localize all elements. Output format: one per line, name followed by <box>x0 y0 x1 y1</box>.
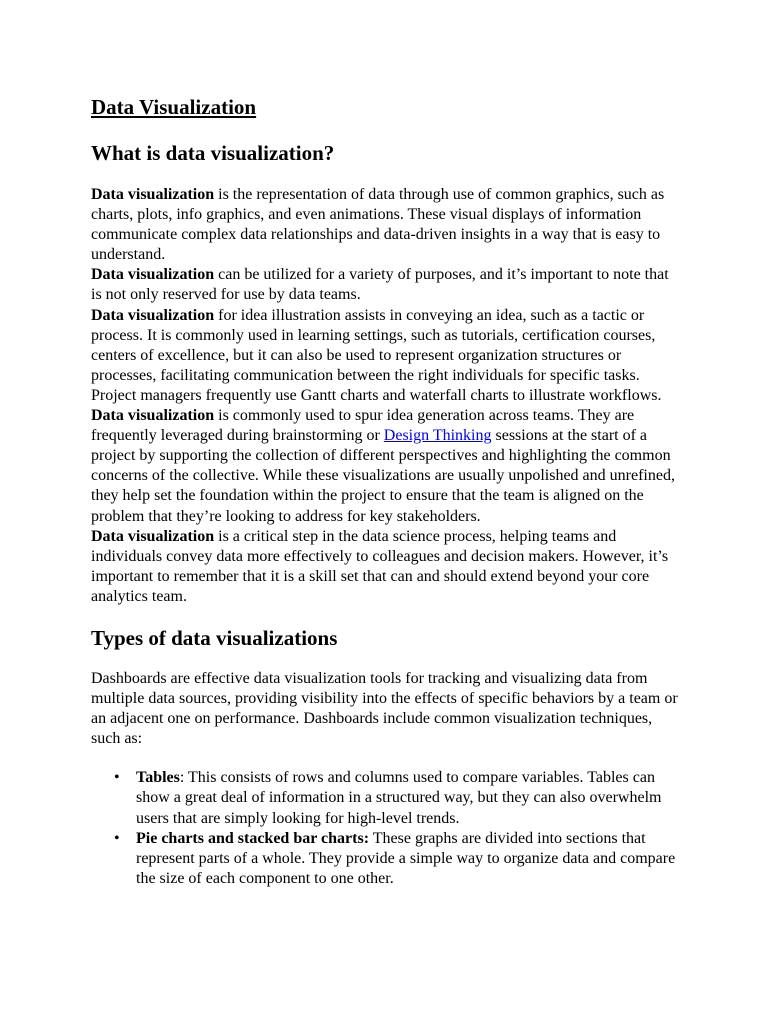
paragraph-text: is a critical step in the data science process, helping teams and individuals convey data more effectively to colleagues and decision makers. However, it’s important to remember that it is a skill set that can and should extend beyond your core analytics team. <box>91 527 669 605</box>
bold-term: Data visualization <box>91 407 215 425</box>
design-thinking-link[interactable]: Design Thinking <box>383 427 492 445</box>
bullet-icon: • <box>114 769 120 787</box>
list-item <box>114 829 681 889</box>
bold-term: Data visualization <box>91 266 215 284</box>
list-item <box>114 768 681 828</box>
paragraph <box>91 527 681 607</box>
document-content <box>91 93 681 889</box>
section-heading-types: Types of data visualizations <box>91 625 338 650</box>
paragraph-text: is commonly used to spur idea generation across teams. They are frequently leveraged during brainstorming or <box>91 407 635 445</box>
paragraph-text: can be utilized for a variety of purposes, and it’s important to note that is not only reserved for use by data teams. <box>91 266 669 304</box>
section-heading-what-is: What is data visualization? <box>91 141 335 165</box>
paragraph-text: is the representation of data through use of common graphics, such as charts, plots, info graphics, and even animations. These visual displays of information communicate complex data relationships and data-driven insights in a way that is easy to understand. <box>91 186 665 264</box>
paragraph <box>91 185 681 265</box>
document-title: Data Visualization <box>91 95 257 119</box>
paragraph <box>91 406 681 527</box>
paragraph-text: sessions at the start of a project by supporting the collection of different perspectives and highlighting the common concerns of the collective. While these visualizations are usually unpolished and unrefined, they help set the foundation within the project to ensure that the team is aligned on the problem that they’re looking to address for key stakeholders. <box>91 427 675 525</box>
list-item-text: These graphs are divided into sections that represent parts of a whole. They provide a simple way to organize data and compare the size of each component to one other. <box>136 829 676 887</box>
paragraph <box>91 306 681 406</box>
visualization-types-list <box>91 768 681 889</box>
types-intro-paragraph: Dashboards are effective data visualization tools for tracking and visualizing data from multiple data sources, providing visibility into the effects of specific behaviors by a team or an adjacent one on performance. Dashboards include common visualization techniques, such as: <box>91 669 678 748</box>
bold-term: Data visualization <box>91 527 215 545</box>
bold-term: Tables <box>136 769 180 787</box>
bold-term: Data visualization <box>91 306 215 324</box>
list-item-text: : This consists of rows and columns used to compare variables. Tables can show a great deal of information in a structured way, but they can also overwhelm users that are simply looking for high-level trends. <box>136 769 662 827</box>
bold-term: Data visualization <box>91 186 215 203</box>
paragraph <box>91 265 681 305</box>
bullet-icon: • <box>114 829 120 847</box>
paragraph-text: for idea illustration assists in conveying an idea, such as a tactic or process. It is commonly used in learning settings, such as tutorials, certification courses, centers of excellence, but it can also be used to represent organization structures or processes, facilitating communication between the right individuals for specific tasks. Project managers frequently use Gantt charts and waterfall charts to illustrate workflows. <box>91 306 662 404</box>
section-what-is-body <box>91 185 681 607</box>
bold-term: Pie charts and stacked bar charts: <box>136 829 370 847</box>
